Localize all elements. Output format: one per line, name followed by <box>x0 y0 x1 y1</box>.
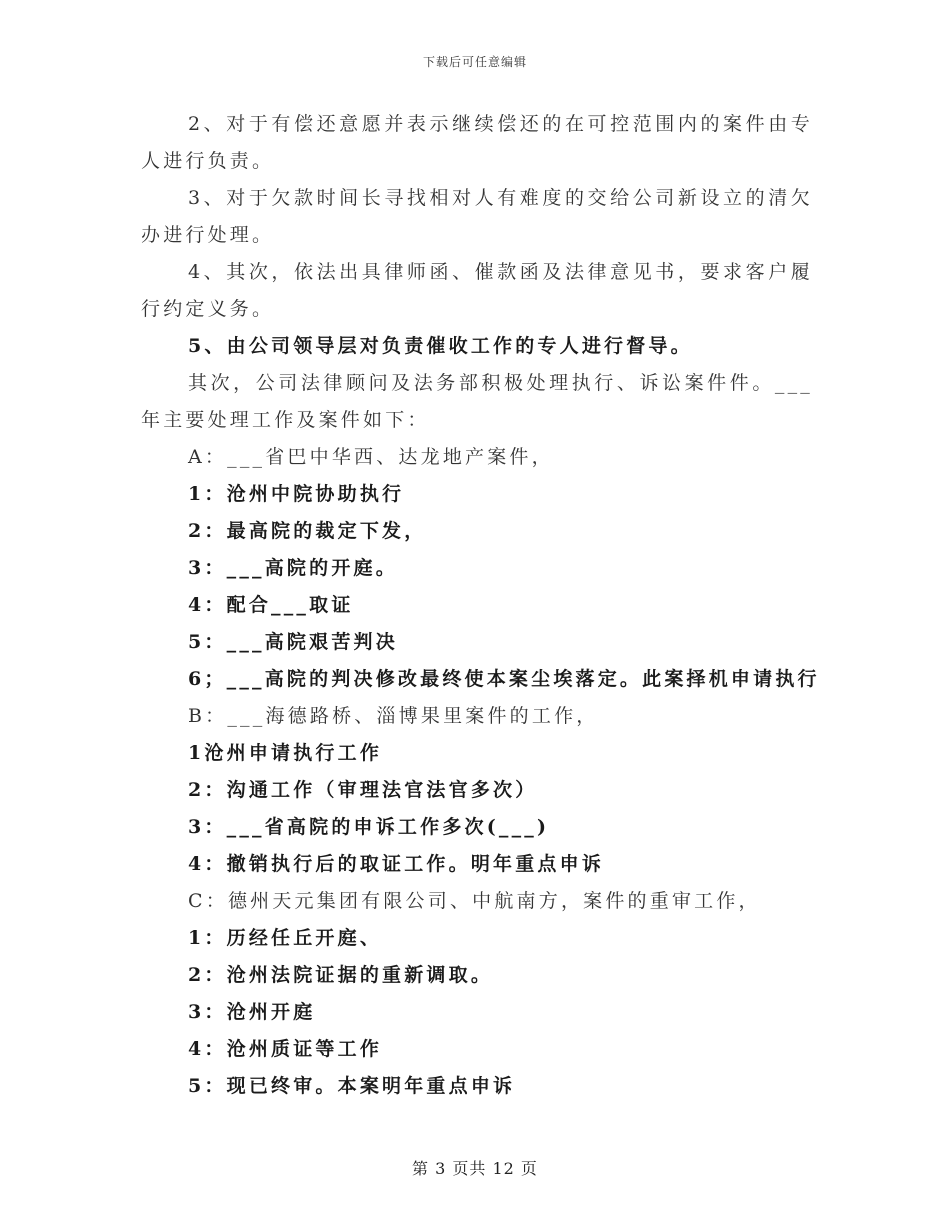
paragraph: 3：___省高院的申诉工作多次(___) <box>188 816 550 838</box>
paragraph: C：德州天元集团有限公司、中航南方，案件的重审工作， <box>188 890 761 912</box>
paragraph: 3：沧州开庭 <box>188 1001 316 1023</box>
paragraph: 4：沧州质证等工作 <box>188 1038 383 1060</box>
paragraph: 2：最高院的裁定下发， <box>188 520 427 542</box>
paragraph: 4：撤销执行后的取证工作。明年重点申诉 <box>188 853 605 875</box>
paragraph: 3：___高院的开庭。 <box>188 557 398 579</box>
paragraph: 5、由公司领导层对负责催收工作的专人进行督导。 <box>188 335 693 357</box>
paragraph: 5：___高院艰苦判决 <box>188 631 398 653</box>
paragraph: A：___省巴中华西、达龙地产案件， <box>188 446 554 468</box>
paragraph: 3、对于欠款时间长寻找相对人有难度的交给公司新设立的清欠办进行处理。 <box>141 187 813 246</box>
paragraph: 其次，公司法律顾问及法务部积极处理执行、诉讼案件件。___年主要处理工作及案件如下： <box>141 372 813 431</box>
paragraph: 4：配合___取证 <box>188 594 354 616</box>
paragraph: B：___海德路桥、淄博果里案件的工作， <box>188 705 599 727</box>
paragraph: 4、其次，依法出具律师函、催款函及法律意见书，要求客户履行约定义务。 <box>141 261 813 320</box>
page-header: 下载后可任意编辑 <box>422 55 527 69</box>
paragraph: 2、对于有偿还意愿并表示继续偿还的在可控范围内的案件由专人进行负责。 <box>141 113 813 172</box>
paragraph: 1沧州申请执行工作 <box>188 742 383 764</box>
paragraph: 2：沟通工作（审理法官法官多次） <box>188 779 538 801</box>
paragraph: 6；___高院的判决修改最终使本案尘埃落定。此案择机申请执行 <box>188 668 820 690</box>
paragraph: 5：现已终审。本案明年重点申诉 <box>188 1075 516 1097</box>
page-footer: 第 3 页共 12 页 <box>412 1159 538 1178</box>
document-body <box>141 106 820 1105</box>
paragraph: 2：沧州法院证据的重新调取。 <box>188 964 494 986</box>
paragraph: 1：历经任丘开庭、 <box>188 927 383 949</box>
paragraph: 1：沧州中院协助执行 <box>188 483 405 505</box>
